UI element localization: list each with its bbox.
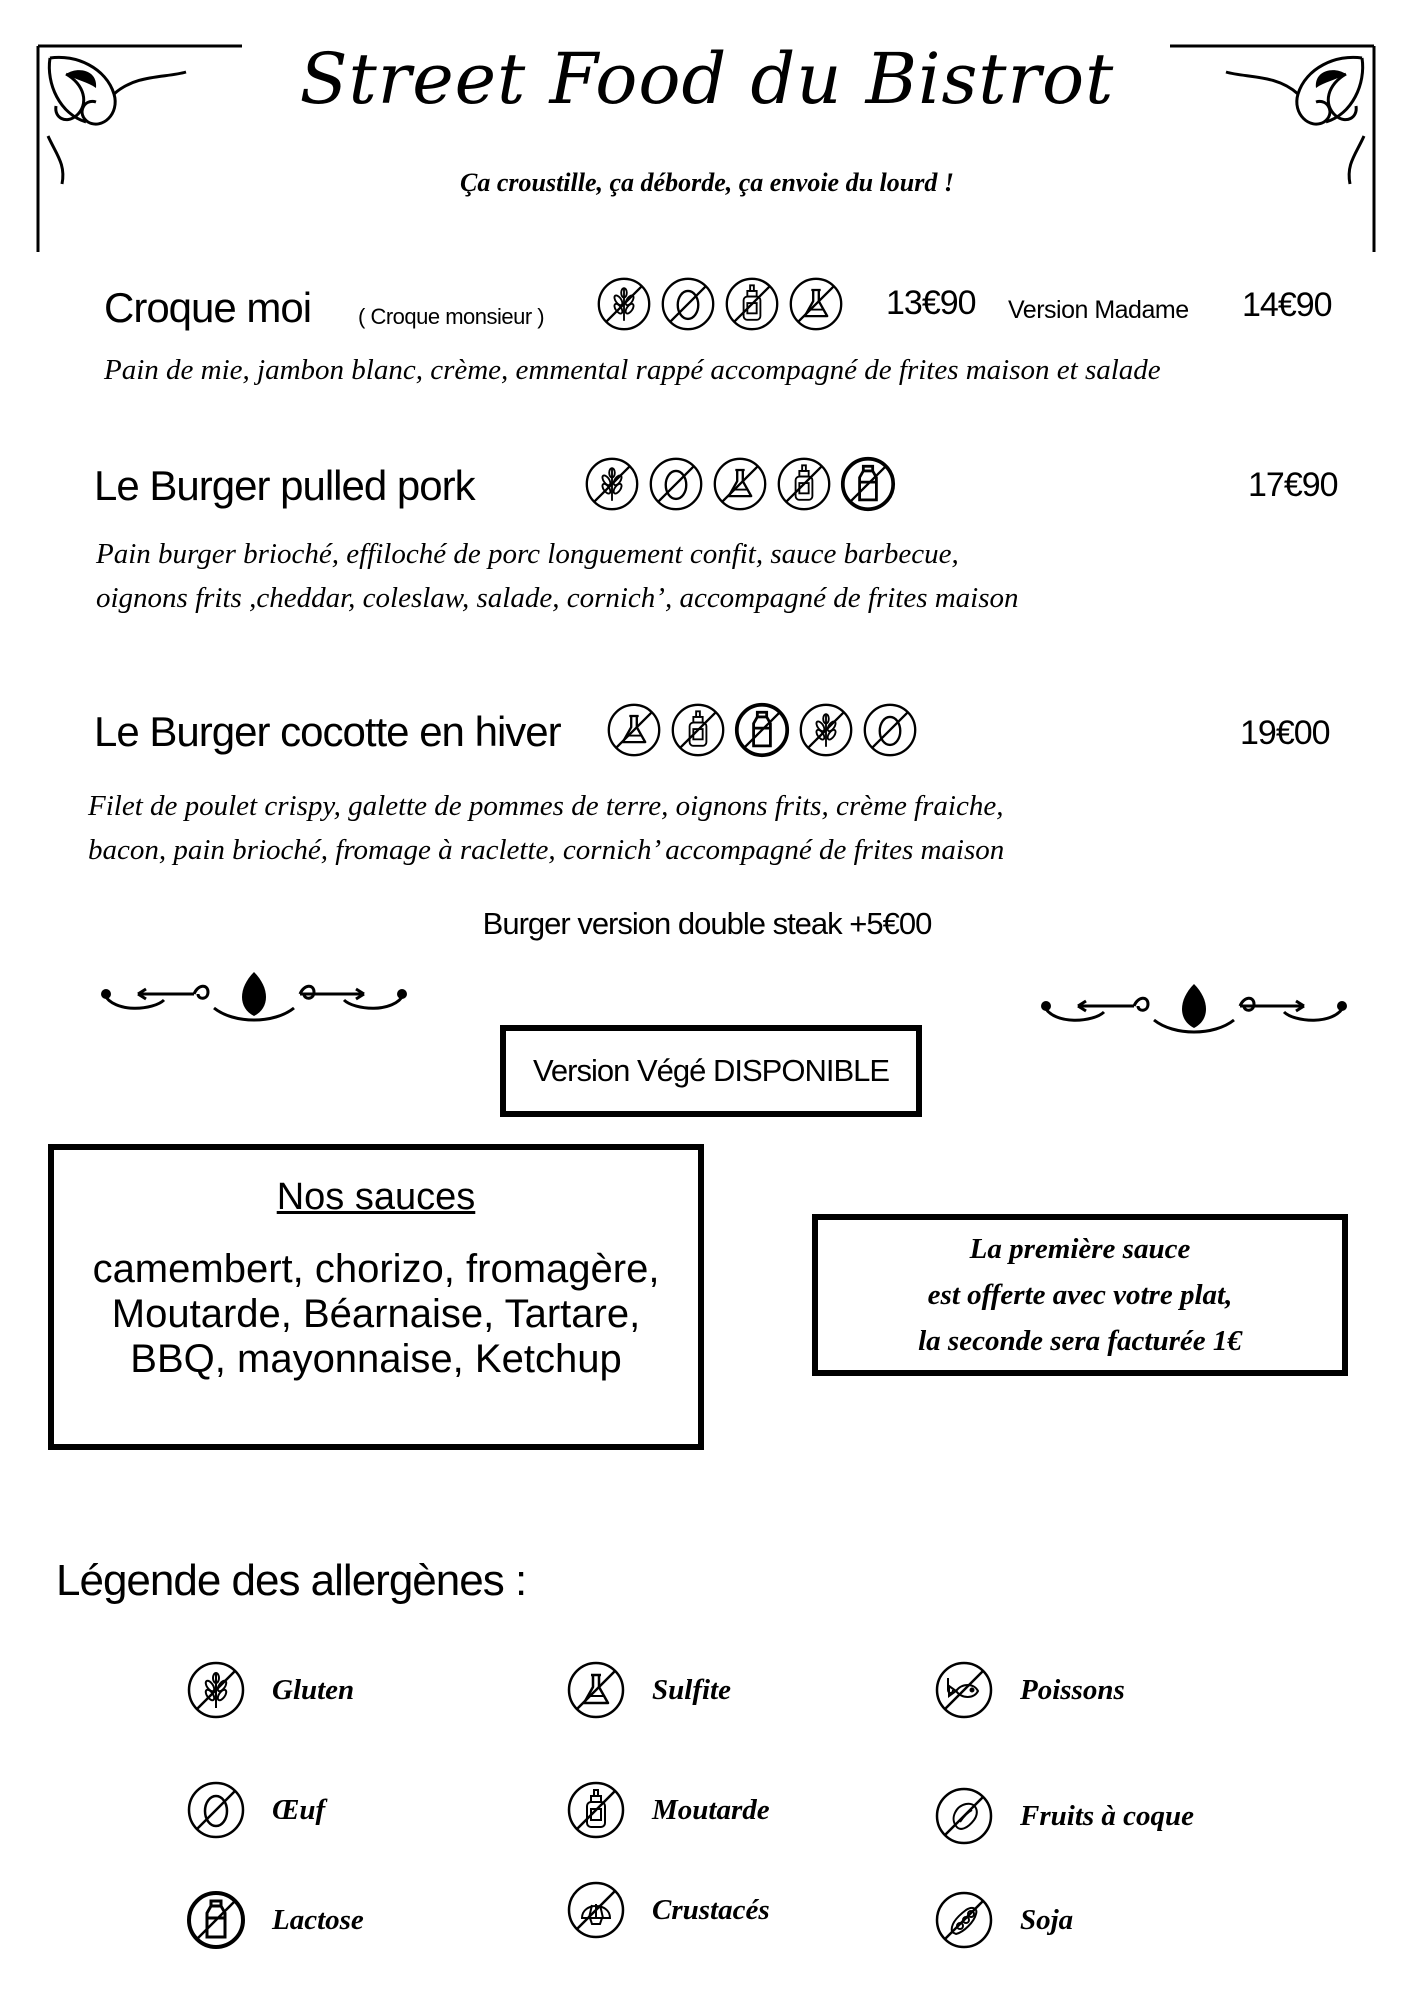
mustard-icon <box>724 276 780 332</box>
fish-icon <box>934 1660 994 1720</box>
legend-item: Sulfite <box>566 1660 731 1720</box>
sulfite-icon <box>712 456 768 512</box>
gluten-icon <box>596 276 652 332</box>
sauces-title: Nos sauces <box>276 1176 476 1218</box>
extra-option: Burger version double steak +5€00 <box>482 906 932 941</box>
legend-item: Lactose <box>186 1890 364 1950</box>
divider-ornament-right-icon <box>1034 976 1354 1046</box>
legend-title: Légende des allergènes : <box>56 1556 527 1605</box>
sauces-box <box>48 1144 704 1450</box>
nuts-icon <box>934 1786 994 1846</box>
egg-icon <box>660 276 716 332</box>
sauce-offer-text: La première sauce est offerte avec votre plat, la seconde sera facturée 1€ <box>918 1233 1242 1357</box>
vege-badge: Version Végé DISPONIBLE <box>500 1025 922 1117</box>
gluten-icon <box>584 456 640 512</box>
sulfite-icon <box>606 702 662 758</box>
shellfish-icon <box>566 1880 626 1940</box>
sulfite-icon <box>566 1660 626 1720</box>
allergen-icons <box>584 456 896 512</box>
dish-description: Pain burger brioché, effiloché de porc longuement confit, sauce barbecue, oignons frits ,cheddar, coleslaw, salade, cornich’, accompagné de frites maison <box>96 538 1019 614</box>
legend-item: Soja <box>934 1890 1073 1950</box>
legend-item: Poissons <box>934 1660 1125 1720</box>
gluten-icon <box>798 702 854 758</box>
sauces-list: camembert, chorizo, fromagère, Moutarde, Béarnaise, Tartare, BBQ, mayonnaise, Ketchup <box>92 1247 660 1381</box>
dish-subtitle: ( Croque monsieur ) <box>358 304 545 329</box>
dish-alt-price: 14€90 <box>1242 286 1332 324</box>
dish-price: 17€90 <box>1248 466 1338 504</box>
mustard-icon <box>566 1780 626 1840</box>
allergen-icons <box>596 276 844 332</box>
legend-item: Gluten <box>186 1660 354 1720</box>
dish-description: Pain de mie, jambon blanc, crème, emmental rappé accompagné de frites maison et salade <box>104 354 1161 386</box>
mustard-icon <box>670 702 726 758</box>
allergen-icons <box>606 702 918 758</box>
lactose-icon <box>840 456 896 512</box>
egg-icon <box>648 456 704 512</box>
lactose-icon <box>186 1890 246 1950</box>
dish-price: 19€00 <box>1240 714 1330 752</box>
menu-tagline: Ça croustille, ça déborde, ça envoie du lourd ! <box>460 168 954 197</box>
egg-icon <box>862 702 918 758</box>
legend-item: Moutarde <box>566 1780 770 1840</box>
dish-name: Le Burger pulled pork <box>94 462 475 509</box>
mustard-icon <box>776 456 832 512</box>
menu-title: Street Food du Bistrot <box>299 38 1115 120</box>
divider-ornament-left-icon <box>94 964 414 1034</box>
egg-icon <box>186 1780 246 1840</box>
legend-item: Fruits à coque <box>934 1786 1194 1846</box>
dish-name: Croque moi <box>104 284 312 331</box>
legend-item: Crustacés <box>566 1880 770 1940</box>
dish-description: Filet de poulet crispy, galette de pommes de terre, oignons frits, crème fraiche, bacon, pain brioché, fromage à raclette, cornich’ accompagné de frites maison <box>88 790 1005 866</box>
gluten-icon <box>186 1660 246 1720</box>
dish-price: 13€90 <box>886 284 976 322</box>
soy-icon <box>934 1890 994 1950</box>
legend-item: Œuf <box>186 1780 325 1840</box>
sulfite-icon <box>788 276 844 332</box>
dish-name: Le Burger cocotte en hiver <box>94 708 561 755</box>
dish-alt-label: Version Madame <box>1008 296 1189 324</box>
lactose-icon <box>734 702 790 758</box>
sauce-offer-box <box>812 1214 1348 1376</box>
